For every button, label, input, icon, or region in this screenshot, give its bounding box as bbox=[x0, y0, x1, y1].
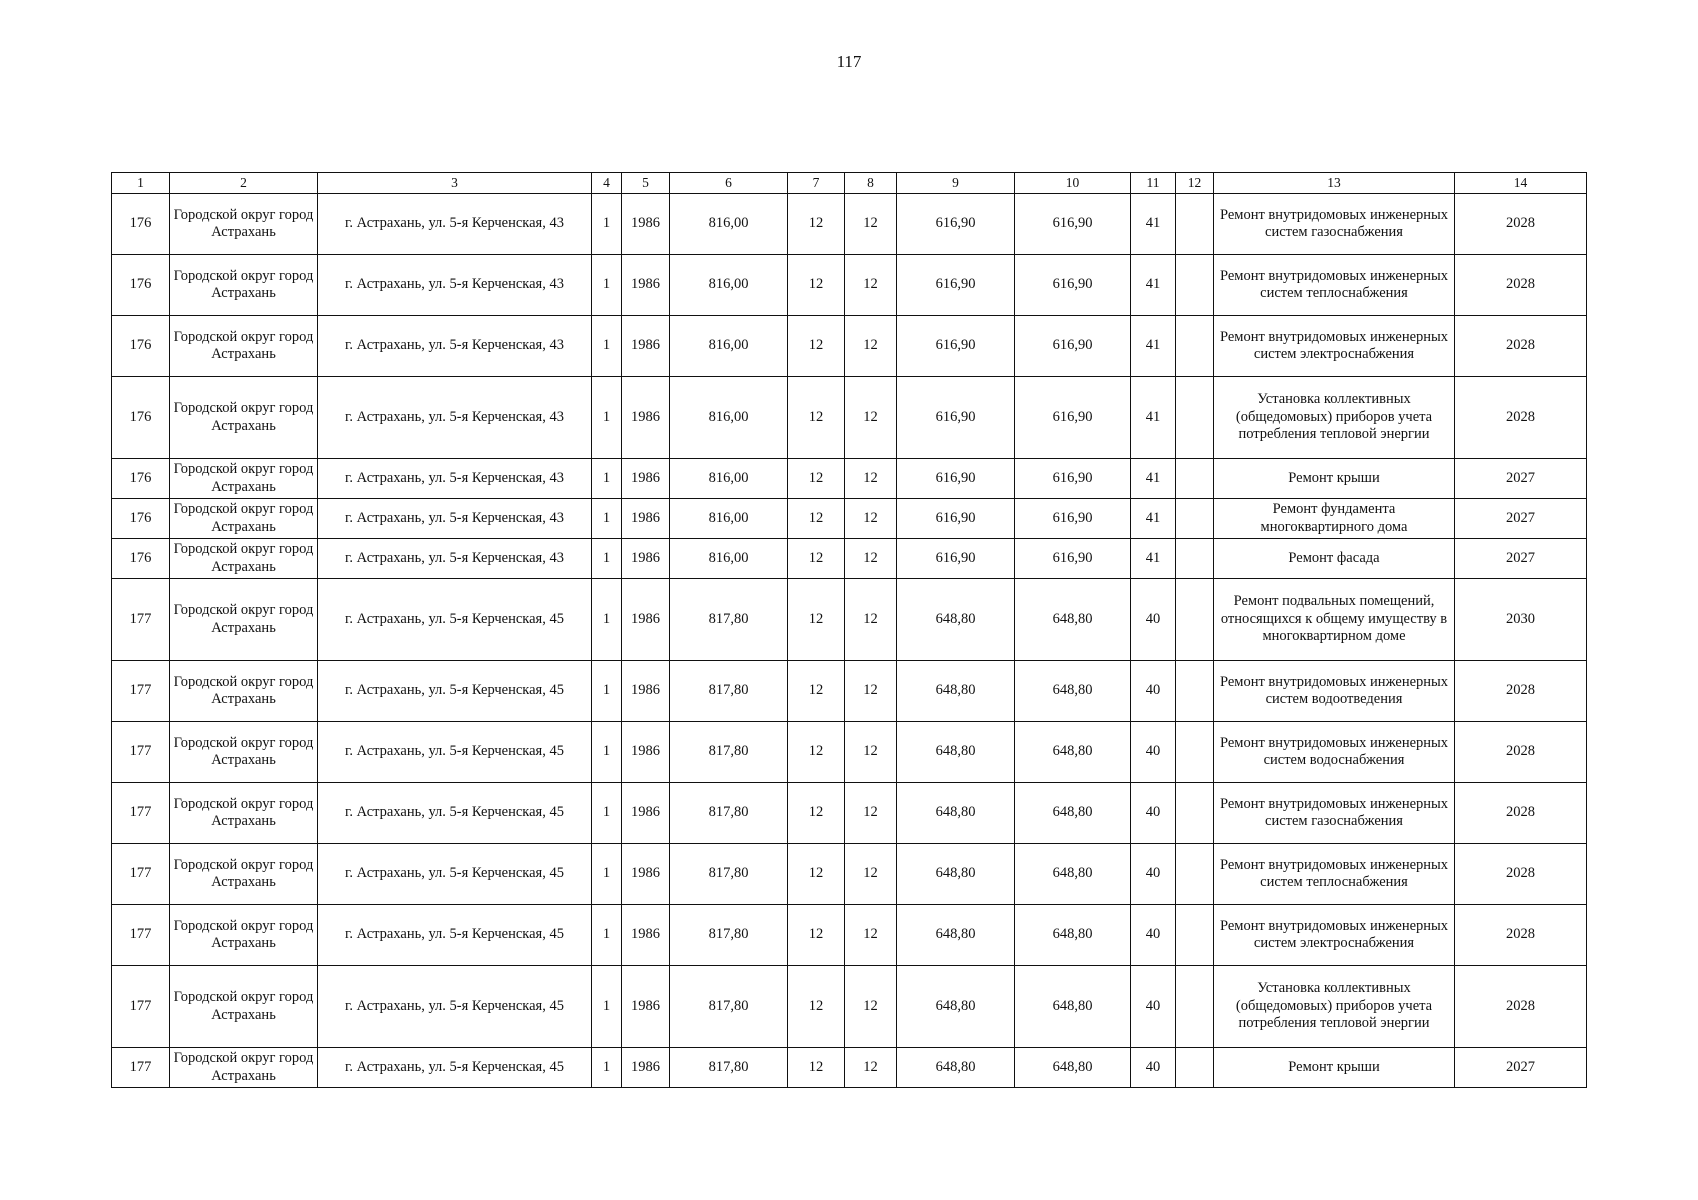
cell-col12 bbox=[1176, 905, 1214, 966]
cell-number: 176 bbox=[112, 377, 170, 459]
cell-col8: 12 bbox=[845, 499, 897, 539]
cell-col8: 12 bbox=[845, 255, 897, 316]
cell-col9: 648,80 bbox=[897, 844, 1015, 905]
cell-col9: 616,90 bbox=[897, 377, 1015, 459]
cell-col4: 1 bbox=[592, 459, 622, 499]
cell-col8: 12 bbox=[845, 722, 897, 783]
cell-year: 1986 bbox=[622, 722, 670, 783]
cell-col6: 817,80 bbox=[670, 966, 788, 1048]
cell-number: 177 bbox=[112, 905, 170, 966]
cell-col10: 648,80 bbox=[1015, 783, 1131, 844]
cell-col4: 1 bbox=[592, 783, 622, 844]
cell-work-type: Ремонт подвальных помещений, относящихся к общему имуществу в многоквартирном доме bbox=[1214, 579, 1455, 661]
cell-col6: 817,80 bbox=[670, 844, 788, 905]
cell-col7: 12 bbox=[788, 844, 845, 905]
cell-col12 bbox=[1176, 499, 1214, 539]
cell-col11: 40 bbox=[1131, 579, 1176, 661]
cell-col10: 616,90 bbox=[1015, 377, 1131, 459]
cell-address: г. Астрахань, ул. 5-я Керченская, 43 bbox=[318, 377, 592, 459]
cell-col10: 648,80 bbox=[1015, 966, 1131, 1048]
cell-col4: 1 bbox=[592, 722, 622, 783]
cell-number: 176 bbox=[112, 499, 170, 539]
cell-col11: 41 bbox=[1131, 194, 1176, 255]
cell-col11: 41 bbox=[1131, 539, 1176, 579]
cell-col9: 648,80 bbox=[897, 661, 1015, 722]
cell-col11: 40 bbox=[1131, 661, 1176, 722]
cell-address: г. Астрахань, ул. 5-я Керченская, 43 bbox=[318, 316, 592, 377]
cell-work-type: Ремонт внутридомовых инженерных систем электроснабжения bbox=[1214, 316, 1455, 377]
cell-col6: 816,00 bbox=[670, 377, 788, 459]
cell-address: г. Астрахань, ул. 5-я Керченская, 45 bbox=[318, 966, 592, 1048]
cell-municipality: Городской округ город Астрахань bbox=[170, 844, 318, 905]
cell-work-type: Ремонт внутридомовых инженерных систем водоснабжения bbox=[1214, 722, 1455, 783]
cell-col11: 40 bbox=[1131, 844, 1176, 905]
cell-col12 bbox=[1176, 1048, 1214, 1088]
cell-address: г. Астрахань, ул. 5-я Керченская, 43 bbox=[318, 194, 592, 255]
cell-year: 1986 bbox=[622, 966, 670, 1048]
cell-number: 177 bbox=[112, 661, 170, 722]
cell-work-type: Ремонт внутридомовых инженерных систем теплоснабжения bbox=[1214, 844, 1455, 905]
table-row bbox=[112, 966, 1587, 1048]
cell-work-type: Установка коллективных (общедомовых) приборов учета потребления тепловой энергии bbox=[1214, 377, 1455, 459]
cell-address: г. Астрахань, ул. 5-я Керченская, 45 bbox=[318, 579, 592, 661]
cell-col7: 12 bbox=[788, 966, 845, 1048]
cell-col10: 616,90 bbox=[1015, 539, 1131, 579]
cell-col9: 648,80 bbox=[897, 1048, 1015, 1088]
cell-col8: 12 bbox=[845, 316, 897, 377]
cell-address: г. Астрахань, ул. 5-я Керченская, 45 bbox=[318, 1048, 592, 1088]
cell-address: г. Астрахань, ул. 5-я Керченская, 45 bbox=[318, 722, 592, 783]
cell-work-type: Установка коллективных (общедомовых) приборов учета потребления тепловой энергии bbox=[1214, 966, 1455, 1048]
cell-plan-year: 2028 bbox=[1455, 722, 1587, 783]
col-header: 4 bbox=[592, 173, 622, 194]
header-row bbox=[112, 173, 1587, 194]
cell-number: 176 bbox=[112, 255, 170, 316]
col-header: 6 bbox=[670, 173, 788, 194]
cell-work-type: Ремонт крыши bbox=[1214, 459, 1455, 499]
cell-municipality: Городской округ город Астрахань bbox=[170, 499, 318, 539]
cell-work-type: Ремонт внутридомовых инженерных систем теплоснабжения bbox=[1214, 255, 1455, 316]
table-row bbox=[112, 1048, 1587, 1088]
cell-col6: 817,80 bbox=[670, 905, 788, 966]
cell-col9: 648,80 bbox=[897, 905, 1015, 966]
cell-year: 1986 bbox=[622, 377, 670, 459]
cell-col11: 41 bbox=[1131, 377, 1176, 459]
cell-number: 177 bbox=[112, 783, 170, 844]
cell-col4: 1 bbox=[592, 905, 622, 966]
table-row bbox=[112, 783, 1587, 844]
cell-number: 176 bbox=[112, 316, 170, 377]
cell-col7: 12 bbox=[788, 579, 845, 661]
table-row bbox=[112, 194, 1587, 255]
cell-address: г. Астрахань, ул. 5-я Керченская, 45 bbox=[318, 783, 592, 844]
cell-year: 1986 bbox=[622, 255, 670, 316]
cell-plan-year: 2028 bbox=[1455, 844, 1587, 905]
cell-col4: 1 bbox=[592, 255, 622, 316]
cell-col11: 41 bbox=[1131, 316, 1176, 377]
cell-col7: 12 bbox=[788, 905, 845, 966]
cell-col6: 817,80 bbox=[670, 722, 788, 783]
cell-plan-year: 2027 bbox=[1455, 459, 1587, 499]
col-header: 1 bbox=[112, 173, 170, 194]
cell-year: 1986 bbox=[622, 316, 670, 377]
table-row bbox=[112, 722, 1587, 783]
cell-col12 bbox=[1176, 255, 1214, 316]
table-row bbox=[112, 844, 1587, 905]
cell-col6: 816,00 bbox=[670, 499, 788, 539]
cell-col12 bbox=[1176, 722, 1214, 783]
cell-municipality: Городской округ город Астрахань bbox=[170, 194, 318, 255]
cell-col9: 616,90 bbox=[897, 539, 1015, 579]
cell-col6: 816,00 bbox=[670, 459, 788, 499]
cell-work-type: Ремонт внутридомовых инженерных систем водоотведения bbox=[1214, 661, 1455, 722]
cell-col12 bbox=[1176, 844, 1214, 905]
cell-col4: 1 bbox=[592, 377, 622, 459]
cell-plan-year: 2028 bbox=[1455, 316, 1587, 377]
cell-col11: 41 bbox=[1131, 499, 1176, 539]
cell-number: 177 bbox=[112, 722, 170, 783]
cell-col6: 816,00 bbox=[670, 255, 788, 316]
table-row bbox=[112, 316, 1587, 377]
cell-municipality: Городской округ город Астрахань bbox=[170, 539, 318, 579]
table-row bbox=[112, 539, 1587, 579]
cell-col4: 1 bbox=[592, 579, 622, 661]
cell-col7: 12 bbox=[788, 194, 845, 255]
cell-year: 1986 bbox=[622, 783, 670, 844]
cell-col12 bbox=[1176, 661, 1214, 722]
cell-col8: 12 bbox=[845, 579, 897, 661]
cell-col7: 12 bbox=[788, 661, 845, 722]
cell-col7: 12 bbox=[788, 783, 845, 844]
cell-col8: 12 bbox=[845, 194, 897, 255]
cell-number: 177 bbox=[112, 1048, 170, 1088]
cell-col8: 12 bbox=[845, 905, 897, 966]
col-header: 3 bbox=[318, 173, 592, 194]
cell-year: 1986 bbox=[622, 194, 670, 255]
cell-col12 bbox=[1176, 377, 1214, 459]
table-row bbox=[112, 377, 1587, 459]
cell-col10: 648,80 bbox=[1015, 1048, 1131, 1088]
cell-col10: 616,90 bbox=[1015, 316, 1131, 377]
cell-work-type: Ремонт внутридомовых инженерных систем газоснабжения bbox=[1214, 783, 1455, 844]
cell-municipality: Городской округ город Астрахань bbox=[170, 722, 318, 783]
cell-col10: 648,80 bbox=[1015, 661, 1131, 722]
cell-work-type: Ремонт крыши bbox=[1214, 1048, 1455, 1088]
cell-number: 176 bbox=[112, 459, 170, 499]
cell-plan-year: 2027 bbox=[1455, 499, 1587, 539]
col-header: 14 bbox=[1455, 173, 1587, 194]
cell-col9: 648,80 bbox=[897, 783, 1015, 844]
cell-address: г. Астрахань, ул. 5-я Керченская, 45 bbox=[318, 905, 592, 966]
cell-number: 177 bbox=[112, 966, 170, 1048]
cell-col12 bbox=[1176, 194, 1214, 255]
cell-col9: 616,90 bbox=[897, 316, 1015, 377]
cell-col6: 817,80 bbox=[670, 661, 788, 722]
table-row bbox=[112, 905, 1587, 966]
cell-col4: 1 bbox=[592, 1048, 622, 1088]
cell-plan-year: 2028 bbox=[1455, 661, 1587, 722]
cell-municipality: Городской округ город Астрахань bbox=[170, 579, 318, 661]
cell-col8: 12 bbox=[845, 661, 897, 722]
cell-address: г. Астрахань, ул. 5-я Керченская, 45 bbox=[318, 661, 592, 722]
cell-col8: 12 bbox=[845, 377, 897, 459]
cell-col10: 648,80 bbox=[1015, 722, 1131, 783]
cell-year: 1986 bbox=[622, 499, 670, 539]
cell-work-type: Ремонт внутридомовых инженерных систем газоснабжения bbox=[1214, 194, 1455, 255]
cell-municipality: Городской округ город Астрахань bbox=[170, 661, 318, 722]
cell-col10: 648,80 bbox=[1015, 844, 1131, 905]
cell-plan-year: 2028 bbox=[1455, 255, 1587, 316]
cell-plan-year: 2028 bbox=[1455, 783, 1587, 844]
cell-col8: 12 bbox=[845, 966, 897, 1048]
cell-col11: 40 bbox=[1131, 966, 1176, 1048]
cell-address: г. Астрахань, ул. 5-я Керченская, 45 bbox=[318, 844, 592, 905]
cell-municipality: Городской округ город Астрахань bbox=[170, 316, 318, 377]
col-header: 2 bbox=[170, 173, 318, 194]
cell-col12 bbox=[1176, 579, 1214, 661]
table-row bbox=[112, 499, 1587, 539]
table-row bbox=[112, 579, 1587, 661]
cell-address: г. Астрахань, ул. 5-я Керченская, 43 bbox=[318, 499, 592, 539]
cell-col7: 12 bbox=[788, 255, 845, 316]
cell-plan-year: 2027 bbox=[1455, 539, 1587, 579]
cell-col6: 817,80 bbox=[670, 1048, 788, 1088]
col-header: 13 bbox=[1214, 173, 1455, 194]
cell-year: 1986 bbox=[622, 1048, 670, 1088]
cell-municipality: Городской округ город Астрахань bbox=[170, 377, 318, 459]
cell-col8: 12 bbox=[845, 1048, 897, 1088]
col-header: 11 bbox=[1131, 173, 1176, 194]
cell-col11: 41 bbox=[1131, 459, 1176, 499]
cell-col7: 12 bbox=[788, 316, 845, 377]
table-row bbox=[112, 255, 1587, 316]
cell-col11: 40 bbox=[1131, 783, 1176, 844]
col-header: 9 bbox=[897, 173, 1015, 194]
cell-address: г. Астрахань, ул. 5-я Керченская, 43 bbox=[318, 255, 592, 316]
cell-col6: 816,00 bbox=[670, 539, 788, 579]
cell-col4: 1 bbox=[592, 316, 622, 377]
cell-col8: 12 bbox=[845, 539, 897, 579]
table-row bbox=[112, 459, 1587, 499]
cell-col4: 1 bbox=[592, 966, 622, 1048]
cell-year: 1986 bbox=[622, 844, 670, 905]
page-number: 117 bbox=[836, 52, 862, 71]
cell-address: г. Астрахань, ул. 5-я Керченская, 43 bbox=[318, 459, 592, 499]
cell-number: 176 bbox=[112, 194, 170, 255]
cell-col4: 1 bbox=[592, 539, 622, 579]
cell-col12 bbox=[1176, 539, 1214, 579]
cell-col11: 40 bbox=[1131, 1048, 1176, 1088]
cell-plan-year: 2028 bbox=[1455, 966, 1587, 1048]
cell-col6: 817,80 bbox=[670, 783, 788, 844]
cell-col10: 648,80 bbox=[1015, 579, 1131, 661]
cell-col6: 816,00 bbox=[670, 194, 788, 255]
cell-col7: 12 bbox=[788, 459, 845, 499]
cell-work-type: Ремонт фасада bbox=[1214, 539, 1455, 579]
cell-plan-year: 2030 bbox=[1455, 579, 1587, 661]
col-header: 8 bbox=[845, 173, 897, 194]
cell-col4: 1 bbox=[592, 499, 622, 539]
cell-col11: 40 bbox=[1131, 722, 1176, 783]
col-header: 5 bbox=[622, 173, 670, 194]
cell-municipality: Городской округ город Астрахань bbox=[170, 783, 318, 844]
cell-col10: 616,90 bbox=[1015, 459, 1131, 499]
capital-repair-table bbox=[111, 172, 1587, 1088]
cell-col7: 12 bbox=[788, 1048, 845, 1088]
cell-col8: 12 bbox=[845, 844, 897, 905]
table-row bbox=[112, 661, 1587, 722]
cell-col12 bbox=[1176, 966, 1214, 1048]
cell-col9: 648,80 bbox=[897, 722, 1015, 783]
cell-number: 177 bbox=[112, 579, 170, 661]
cell-col10: 648,80 bbox=[1015, 905, 1131, 966]
cell-work-type: Ремонт внутридомовых инженерных систем электроснабжения bbox=[1214, 905, 1455, 966]
cell-col11: 41 bbox=[1131, 255, 1176, 316]
cell-col4: 1 bbox=[592, 844, 622, 905]
cell-col6: 816,00 bbox=[670, 316, 788, 377]
cell-col7: 12 bbox=[788, 722, 845, 783]
cell-col7: 12 bbox=[788, 539, 845, 579]
cell-year: 1986 bbox=[622, 459, 670, 499]
cell-col10: 616,90 bbox=[1015, 499, 1131, 539]
col-header: 7 bbox=[788, 173, 845, 194]
cell-work-type: Ремонт фундамента многоквартирного дома bbox=[1214, 499, 1455, 539]
col-header: 12 bbox=[1176, 173, 1214, 194]
cell-municipality: Городской округ город Астрахань bbox=[170, 255, 318, 316]
cell-col9: 616,90 bbox=[897, 499, 1015, 539]
col-header: 10 bbox=[1015, 173, 1131, 194]
cell-plan-year: 2028 bbox=[1455, 194, 1587, 255]
cell-year: 1986 bbox=[622, 905, 670, 966]
cell-col9: 648,80 bbox=[897, 966, 1015, 1048]
cell-col8: 12 bbox=[845, 459, 897, 499]
cell-number: 176 bbox=[112, 539, 170, 579]
cell-col4: 1 bbox=[592, 661, 622, 722]
cell-col7: 12 bbox=[788, 499, 845, 539]
cell-col9: 648,80 bbox=[897, 579, 1015, 661]
cell-plan-year: 2028 bbox=[1455, 377, 1587, 459]
cell-municipality: Городской округ город Астрахань bbox=[170, 966, 318, 1048]
cell-col12 bbox=[1176, 316, 1214, 377]
cell-col7: 12 bbox=[788, 377, 845, 459]
cell-plan-year: 2027 bbox=[1455, 1048, 1587, 1088]
cell-col10: 616,90 bbox=[1015, 194, 1131, 255]
cell-year: 1986 bbox=[622, 661, 670, 722]
cell-municipality: Городской округ город Астрахань bbox=[170, 459, 318, 499]
cell-col12 bbox=[1176, 783, 1214, 844]
cell-address: г. Астрахань, ул. 5-я Керченская, 43 bbox=[318, 539, 592, 579]
cell-col9: 616,90 bbox=[897, 194, 1015, 255]
cell-col12 bbox=[1176, 459, 1214, 499]
cell-col10: 616,90 bbox=[1015, 255, 1131, 316]
cell-number: 177 bbox=[112, 844, 170, 905]
cell-year: 1986 bbox=[622, 579, 670, 661]
cell-plan-year: 2028 bbox=[1455, 905, 1587, 966]
cell-col4: 1 bbox=[592, 194, 622, 255]
cell-col9: 616,90 bbox=[897, 459, 1015, 499]
cell-municipality: Городской округ город Астрахань bbox=[170, 1048, 318, 1088]
cell-municipality: Городской округ город Астрахань bbox=[170, 905, 318, 966]
cell-col6: 817,80 bbox=[670, 579, 788, 661]
cell-col11: 40 bbox=[1131, 905, 1176, 966]
cell-col8: 12 bbox=[845, 783, 897, 844]
cell-col9: 616,90 bbox=[897, 255, 1015, 316]
cell-year: 1986 bbox=[622, 539, 670, 579]
